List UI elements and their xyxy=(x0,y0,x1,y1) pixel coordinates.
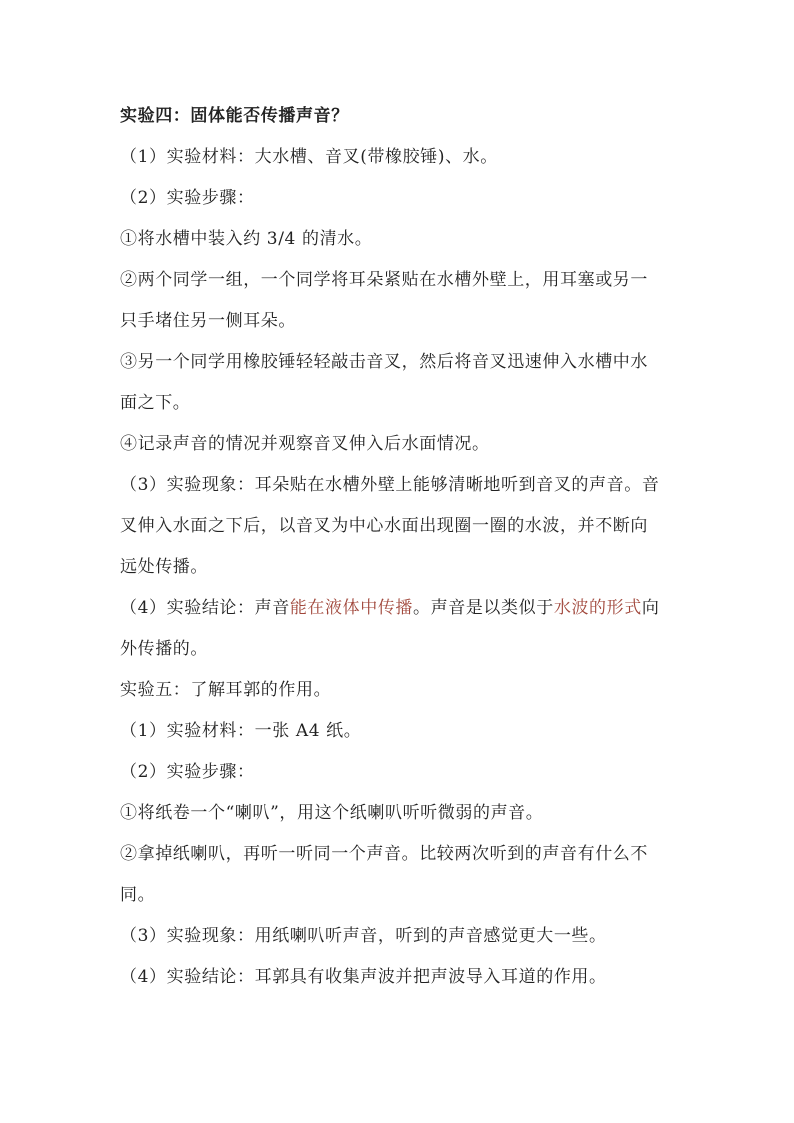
exp4-title: 实验四：固体能否传播声音？ xyxy=(120,106,349,126)
exp5-title: 实验五：了解耳郭的作用。 xyxy=(120,680,332,700)
exp4-materials: （1）实验材料：大水槽、音叉(带橡胶锤)、水。 xyxy=(120,147,498,167)
exp5-phenomenon: （3）实验现象：用纸喇叭听声音，听到的声音感觉更大一些。 xyxy=(120,926,607,946)
exp5-steps-label: （2）实验步骤： xyxy=(120,762,255,782)
exp4-conclusion-line-2: 外传播的。 xyxy=(120,639,208,659)
exp4-conclusion-highlight-1: 能在液体中传播 xyxy=(289,598,414,618)
exp5-step-1: ①将纸卷一个“喇叭”，用这个纸喇叭听听微弱的声音。 xyxy=(120,803,544,823)
exp4-step-4: ④记录声音的情况并观察音叉伸入后水面情况。 xyxy=(120,434,490,454)
exp5-materials: （1）实验材料：一张 A4 纸。 xyxy=(120,721,362,741)
exp4-step-1: ①将水槽中装入约 3/4 的清水。 xyxy=(120,229,373,249)
exp5-step-2-line-1: ②拿掉纸喇叭，再听一听同一个声音。比较两次听到的声音有什么不 xyxy=(120,844,648,864)
exp4-step-3-line-2: 面之下。 xyxy=(120,393,191,413)
exp4-conclusion-part-1: （4）实验结论：声音 xyxy=(120,598,290,618)
exp4-step-2-line-2: 只手堵住另一侧耳朵。 xyxy=(120,311,296,331)
document-page xyxy=(120,96,676,998)
exp4-steps-label: （2）实验步骤： xyxy=(120,188,255,208)
exp4-phenomenon-line-1: （3）实验现象：耳朵贴在水槽外壁上能够清晰地听到音叉的声音。音 xyxy=(120,475,660,495)
exp4-phenomenon-line-3: 远处传播。 xyxy=(120,557,208,577)
exp4-conclusion-part-2: 。声音是以类似于 xyxy=(413,598,554,618)
exp5-conclusion: （4）实验结论：耳郭具有收集声波并把声波导入耳道的作用。 xyxy=(120,967,607,987)
exp4-step-2-line-1: ②两个同学一组，一个同学将耳朵紧贴在水槽外壁上，用耳塞或另一 xyxy=(120,270,648,290)
exp4-conclusion-line-1 xyxy=(120,588,676,629)
exp4-conclusion-part-3: 向 xyxy=(641,598,660,618)
exp5-step-2-line-2: 同。 xyxy=(120,885,156,905)
exp4-phenomenon-line-2: 叉伸入水面之下后，以音叉为中心水面出现圈一圈的水波，并不断向 xyxy=(120,516,648,536)
exp4-step-3-line-1: ③另一个同学用橡胶锤轻轻敲击音叉，然后将音叉迅速伸入水槽中水 xyxy=(120,352,648,372)
exp4-conclusion-highlight-2: 水波的形式 xyxy=(553,598,642,618)
